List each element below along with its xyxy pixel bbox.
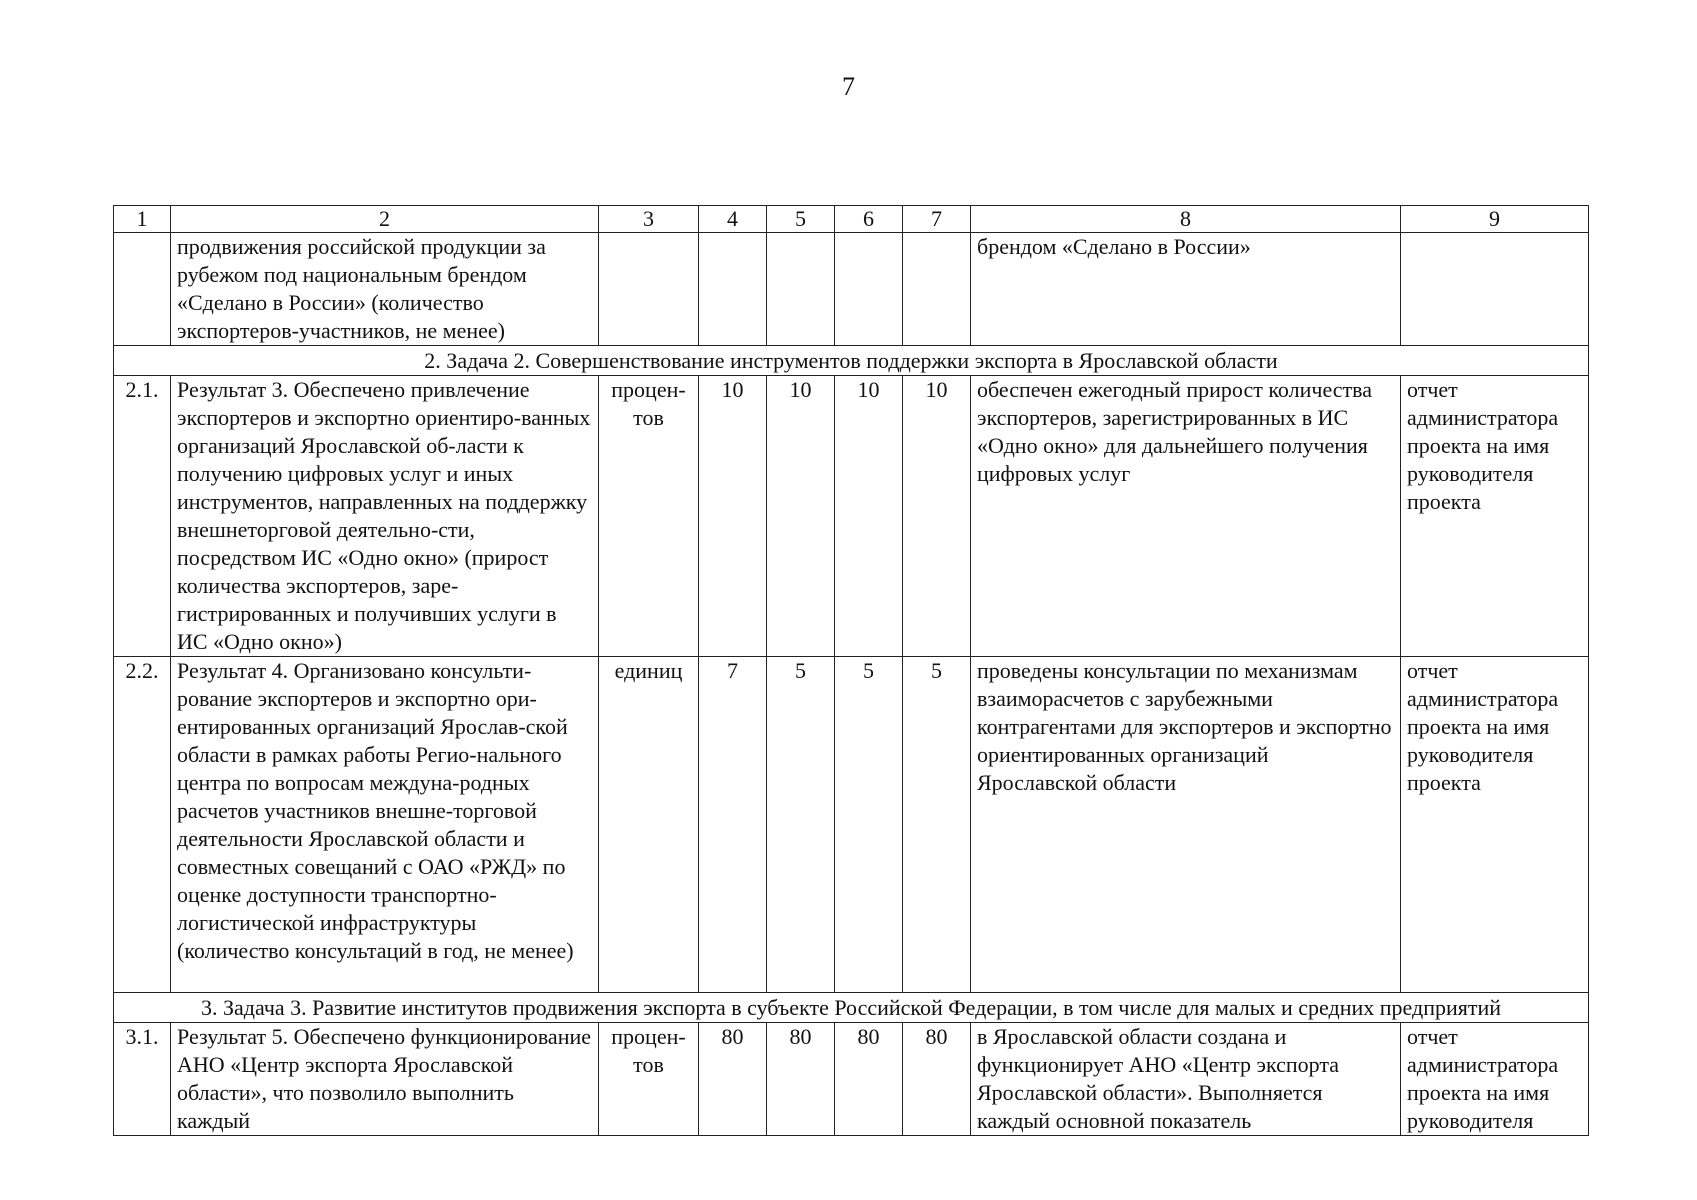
value-cell: 5 [903,657,971,993]
value-cell: 5 [835,657,903,993]
value-cell: 80 [903,1023,971,1136]
unit-cell: процен- тов [599,1023,699,1136]
value-cell: 7 [699,657,767,993]
table-row [114,1023,1589,1136]
row-number-cell: 2.1. [114,376,171,657]
header-cell: 8 [971,206,1401,233]
value-cell: 10 [903,376,971,657]
header-cell: 5 [767,206,835,233]
value-cell: 80 [767,1023,835,1136]
source-cell: отчет администратора проекта на имя руководителя проекта [1401,376,1589,657]
table-row [114,376,1589,657]
table-header-row [114,206,1589,233]
source-cell [1401,233,1589,346]
table-row [114,657,1589,993]
section-row [114,346,1589,376]
source-cell: отчет администратора проекта на имя руководителя [1401,1023,1589,1136]
value-cell [835,233,903,346]
result-cell: брендом «Сделано в России» [971,233,1401,346]
section-title: 3. Задача 3. Развитие институтов продвижения экспорта в субъекте Российской Федерации, в том числе для малых и средних предприятий [114,993,1589,1023]
value-cell [699,233,767,346]
header-cell: 1 [114,206,171,233]
header-cell: 9 [1401,206,1589,233]
header-cell: 7 [903,206,971,233]
description-cell: Результат 5. Обеспечено функционирование АНО «Центр экспорта Ярославской области», что позволило выполнить каждый [171,1023,599,1136]
header-cell: 2 [171,206,599,233]
value-cell: 10 [835,376,903,657]
section-title: 2. Задача 2. Совершенствование инструментов поддержки экспорта в Ярославской области [114,346,1589,376]
description-cell: продвижения российской продукции за рубежом под национальным брендом «Сделано в России» (количество экспортеров-участников, не менее) [171,233,599,346]
result-cell: в Ярославской области создана и функционирует АНО «Центр экспорта Ярославской области». Выполняется каждый основной показатель [971,1023,1401,1136]
value-cell: 5 [767,657,835,993]
unit-cell: процен- тов [599,376,699,657]
description-cell: Результат 3. Обеспечено привлечение экспортеров и экспортно ориентиро-ванных организаций Ярославской об-ласти к получению цифровых услуг и иных инструментов, направленных на поддержку внешнеторговой деятельно-сти, посредством ИС «Одно окно» (прирост количества экспортеров, заре-гистрированных и получивших услуги в ИС «Одно окно») [171,376,599,657]
description-cell: Результат 4. Организовано консульти-рование экспортеров и экспортно ори-ентированных организаций Ярослав-ской области в рамках работы Регио-нального центра по вопросам междуна-родных расчетов участников внешне-торговой деятельности Ярославской области и совместных совещаний с ОАО «РЖД» по оценке доступности транспортно-логистической инфраструктуры (количество консультаций в год, не менее) [171,657,599,993]
header-cell: 3 [599,206,699,233]
page-number: 7 [842,72,855,101]
row-number-cell [114,233,171,346]
indicators-table [113,205,1589,1136]
section-row [114,993,1589,1023]
value-cell [767,233,835,346]
unit-cell [599,233,699,346]
row-number-cell: 3.1. [114,1023,171,1136]
unit-cell: единиц [599,657,699,993]
value-cell: 80 [835,1023,903,1136]
value-cell [903,233,971,346]
source-cell: отчет администратора проекта на имя руководителя проекта [1401,657,1589,993]
header-cell: 4 [699,206,767,233]
value-cell: 80 [699,1023,767,1136]
value-cell: 10 [767,376,835,657]
result-cell: проведены консультации по механизмам взаиморасчетов с зарубежными контрагентами для экспортеров и экспортно ориентированных организаций Ярославской области [971,657,1401,993]
value-cell: 10 [699,376,767,657]
header-cell: 6 [835,206,903,233]
table-row [114,233,1589,346]
result-cell: обеспечен ежегодный прирост количества экспортеров, зарегистрированных в ИС «Одно окно» для дальнейшего получения цифровых услуг [971,376,1401,657]
row-number-cell: 2.2. [114,657,171,993]
